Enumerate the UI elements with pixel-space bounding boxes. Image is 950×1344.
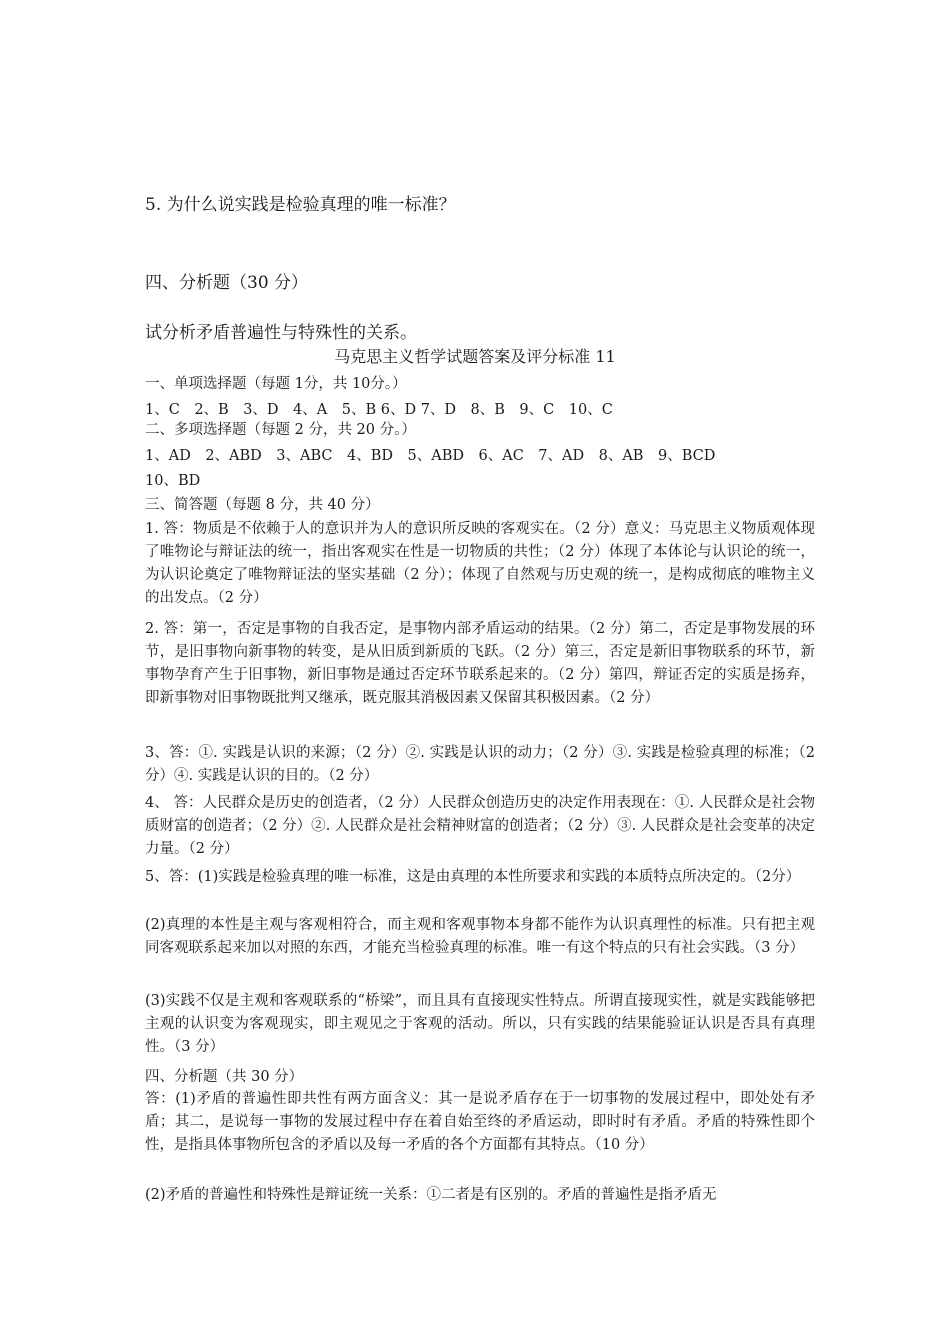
single-choice-heading: 一、单项选择题（每题 1分，共 10分。） [145,376,407,392]
analysis-answer-part1: 答：(1)矛盾的普遍性即共性有两方面含义：其一是说矛盾存在于一切事物的发展过程中，即处处有矛盾；其二，是说每一事物的发展过程中存在着自始至终的矛盾运动，即时时有矛盾。矛盾的特殊性即个性，是指具体事物所包含的矛盾以及每一矛盾的各个方面都有其特点。（10 分） [145,1091,815,1153]
multi-choice-answers-line2: 10、BD [145,473,201,489]
answer-3: 3、答：①. 实践是认识的来源；（2 分）②. 实践是认识的动力；（2 分）③. 实践是检验真理的标准；（2 分）④. 实践是认识的目的。（2 分） [145,745,815,784]
answer-5-part2: (2)真理的本性是主观与客观相符合，而主观和客观事物本身都不能作为认识真理性的标准。只有把主观同客观联系起来加以对照的东西，才能充当检验真理的标准。唯一有这个特点的只有社会实践。（3 分） [145,917,815,956]
answer-5-part1: 5、答：(1)实践是检验真理的唯一标准，这是由真理的本性所要求和实践的本质特点所决定的。（2分） [145,869,801,885]
multi-choice-answers-line1: 1、AD 2、ABD 3、ABC 4、BD 5、ABD 6、AC 7、AD 8、AB 9、BCD [145,448,716,464]
multi-choice-heading: 二、多项选择题（每题 2 分，共 20 分。） [145,422,416,438]
analysis-prompt: 试分析矛盾普遍性与特殊性的关系。 [145,323,417,343]
section-4-heading: 四、分析题（30 分） [145,273,309,293]
answer-key-title: 马克思主义哲学试题答案及评分标准 11 [334,347,616,366]
answer-1: 1. 答：物质是不依赖于人的意识并为人的意识所反映的客观实在。（2 分）意义：马克思主义物质观体现了唯物论与辩证法的统一，指出客观实在性是一切物质的共性；（2 分）体现了本体论与认识论的统一，为认识论奠定了唯物辩证法的坚实基础（2 分）；体现了自然观与历史观的统一，是构成彻底的唯物主义的出发点。（2 分） [145,521,815,606]
answer-4: 4、 答：人民群众是历史的创造者，（2 分）人民群众创造历史的决定作用表现在：①. 人民群众是社会物质财富的创造者；（2 分）②. 人民群众是社会精神财富的创造者；（2 分）③. 人民群众是社会变革的决定力量。（2 分） [145,795,815,857]
short-answer-heading: 三、简答题（每题 8 分，共 40 分） [145,497,380,513]
analysis-answer-part2: (2)矛盾的普遍性和特殊性是辩证统一关系：①二者是有区别的。矛盾的普遍性是指矛盾无 [145,1187,717,1203]
question-5: 5. 为什么说实践是检验真理的唯一标准？ [145,195,456,215]
analysis-answer-heading: 四、分析题（共 30 分） [145,1069,304,1085]
answer-2: 2. 答：第一，否定是事物的自我否定，是事物内部矛盾运动的结果。（2 分）第二，否定是事物发展的环节，是旧事物向新事物的转变，是从旧质到新质的飞跃。（2 分）第三，否定是新旧事物联系的环节，新事物孕育产生于旧事物，新旧事物是通过否定环节联系起来的。（2 分）第四，辩证否定的实质是扬弃，即新事物对旧事物既批判又继承，既克服其消极因素又保留其积极因素。（2 分） [145,621,815,706]
answer-5-part3: (3)实践不仅是主观和客观联系的“桥梁”，而且具有直接现实性特点。所谓直接现实性，就是实践能够把主观的认识变为客观现实，即主观见之于客观的活动。所以，只有实践的结果能验证认识是否具有真理性。（3 分） [145,993,815,1055]
single-choice-answers: 1、C 2、B 3、D 4、A 5、B 6、D 7、D 8、B 9、C 10、C [145,402,613,418]
